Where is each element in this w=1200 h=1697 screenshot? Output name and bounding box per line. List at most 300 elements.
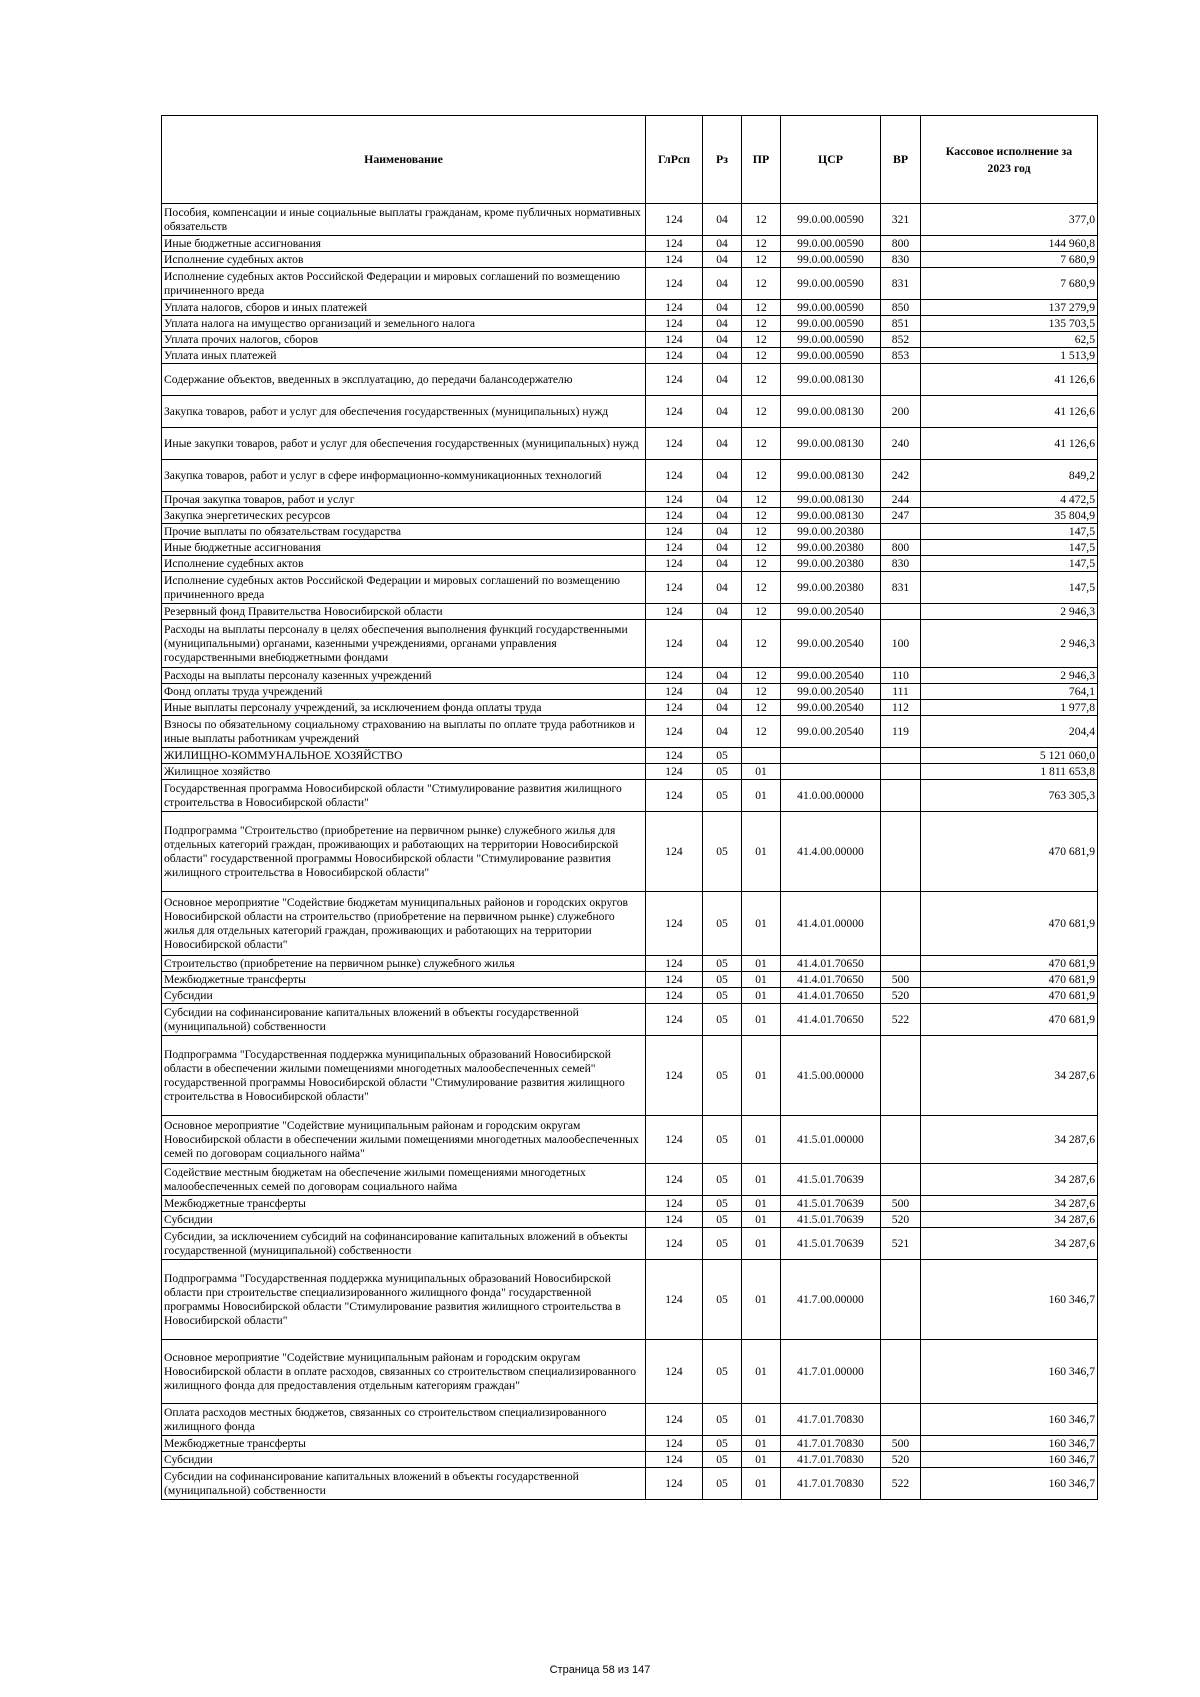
cell-pr: 12 [742,332,781,348]
table-row [162,1004,1098,1036]
cell-sum: 137 279,9 [921,300,1098,316]
cell-name: Прочая закупка товаров, работ и услуг [162,492,646,508]
cell-sum: 160 346,7 [921,1404,1098,1436]
cell-pr: 01 [742,1004,781,1036]
cell-sum: 147,5 [921,540,1098,556]
cell-vr: 242 [881,460,921,492]
cell-pr: 12 [742,620,781,668]
cell-vr: 522 [881,1468,921,1500]
cell-rz: 05 [703,1340,742,1404]
table-row [162,1340,1098,1404]
cell-vr: 850 [881,300,921,316]
cell-glrsp: 124 [646,716,703,748]
cell-pr: 12 [742,700,781,716]
cell-sum: 34 287,6 [921,1196,1098,1212]
cell-sum: 147,5 [921,524,1098,540]
cell-name: Иные бюджетные ассигнования [162,540,646,556]
cell-name: Субсидии, за исключением субсидий на софинансирование капитальных вложений в объекты государственной (муниципальной) собственности [162,1228,646,1260]
cell-pr: 01 [742,1036,781,1116]
cell-vr [881,1036,921,1116]
cell-glrsp: 124 [646,700,703,716]
cell-sum: 147,5 [921,572,1098,604]
cell-csr: 41.0.00.00000 [781,780,881,812]
table-row [162,572,1098,604]
cell-sum: 147,5 [921,556,1098,572]
cell-pr: 12 [742,316,781,332]
cell-glrsp: 124 [646,604,703,620]
cell-rz: 05 [703,1004,742,1036]
cell-vr: 831 [881,268,921,300]
header-vr: ВР [881,116,921,204]
cell-name: Расходы на выплаты персоналу в целях обеспечения выполнения функций государственными (муниципальными) органами, казенными учреждениями, органами управления государственными внебюджетными фондами [162,620,646,668]
cell-csr: 99.0.00.20380 [781,524,881,540]
table-row [162,204,1098,236]
cell-name: ЖИЛИЩНО-КОММУНАЛЬНОЕ ХОЗЯЙСТВО [162,748,646,764]
cell-sum: 7 680,9 [921,268,1098,300]
cell-glrsp: 124 [646,316,703,332]
cell-pr: 01 [742,988,781,1004]
cell-csr: 41.4.01.00000 [781,892,881,956]
cell-name: Закупка энергетических ресурсов [162,508,646,524]
cell-pr: 12 [742,540,781,556]
cell-vr: 520 [881,988,921,1004]
cell-pr: 12 [742,252,781,268]
table-row [162,396,1098,428]
cell-sum: 2 946,3 [921,604,1098,620]
cell-pr: 12 [742,428,781,460]
cell-sum: 470 681,9 [921,892,1098,956]
cell-sum: 160 346,7 [921,1260,1098,1340]
table-body [162,204,1098,1500]
cell-sum: 41 126,6 [921,428,1098,460]
cell-csr: 41.7.01.70830 [781,1404,881,1436]
cell-glrsp: 124 [646,1036,703,1116]
cell-rz: 04 [703,396,742,428]
cell-pr: 12 [742,684,781,700]
table-row [162,1164,1098,1196]
header-glrsp: ГлРсп [646,116,703,204]
cell-name: Уплата налога на имущество организаций и земельного налога [162,316,646,332]
cell-glrsp: 124 [646,556,703,572]
cell-vr: 830 [881,252,921,268]
cell-sum: 34 287,6 [921,1036,1098,1116]
cell-rz: 05 [703,812,742,892]
cell-rz: 05 [703,748,742,764]
cell-csr: 41.7.01.70830 [781,1436,881,1452]
cell-csr: 41.5.01.70639 [781,1164,881,1196]
header-name: Наименование [162,116,646,204]
cell-vr: 500 [881,1436,921,1452]
cell-glrsp: 124 [646,668,703,684]
cell-glrsp: 124 [646,1452,703,1468]
cell-rz: 04 [703,236,742,252]
cell-pr: 01 [742,1164,781,1196]
cell-vr: 830 [881,556,921,572]
cell-vr [881,748,921,764]
cell-vr: 853 [881,348,921,364]
cell-vr [881,780,921,812]
cell-name: Взносы по обязательному социальному страхованию на выплаты по оплате труда работников и иные выплаты работникам учреждений [162,716,646,748]
cell-rz: 05 [703,1164,742,1196]
cell-rz: 04 [703,460,742,492]
cell-sum: 470 681,9 [921,812,1098,892]
cell-rz: 05 [703,1468,742,1500]
cell-name: Пособия, компенсации и иные социальные выплаты гражданам, кроме публичных нормативных обязательств [162,204,646,236]
cell-vr: 520 [881,1212,921,1228]
table-row [162,348,1098,364]
table-row [162,1116,1098,1164]
cell-glrsp: 124 [646,684,703,700]
cell-glrsp: 124 [646,268,703,300]
table-row [162,1404,1098,1436]
table-row [162,780,1098,812]
cell-csr: 99.0.00.20380 [781,540,881,556]
cell-sum: 160 346,7 [921,1436,1098,1452]
table-row [162,364,1098,396]
cell-glrsp: 124 [646,1228,703,1260]
cell-glrsp: 124 [646,1164,703,1196]
cell-sum: 160 346,7 [921,1340,1098,1404]
cell-sum: 41 126,6 [921,364,1098,396]
cell-pr: 01 [742,1260,781,1340]
cell-name: Иные закупки товаров, работ и услуг для обеспечения государственных (муниципальных) нужд [162,428,646,460]
cell-glrsp: 124 [646,492,703,508]
cell-sum: 7 680,9 [921,252,1098,268]
cell-csr: 99.0.00.00590 [781,204,881,236]
cell-vr: 244 [881,492,921,508]
table-row [162,1452,1098,1468]
cell-pr [742,748,781,764]
cell-glrsp: 124 [646,300,703,316]
cell-name: Иные выплаты персоналу учреждений, за исключением фонда оплаты труда [162,700,646,716]
cell-glrsp: 124 [646,572,703,604]
cell-rz: 05 [703,764,742,780]
cell-glrsp: 124 [646,332,703,348]
cell-name: Субсидии на софинансирование капитальных вложений в объекты государственной (муниципальной) собственности [162,1004,646,1036]
cell-sum: 160 346,7 [921,1452,1098,1468]
cell-vr [881,1340,921,1404]
cell-sum: 470 681,9 [921,988,1098,1004]
table-row [162,700,1098,716]
cell-sum: 1 811 653,8 [921,764,1098,780]
cell-pr: 01 [742,1452,781,1468]
cell-glrsp: 124 [646,1212,703,1228]
cell-pr: 01 [742,1196,781,1212]
cell-vr: 800 [881,236,921,252]
cell-csr: 41.4.01.70650 [781,956,881,972]
cell-sum: 763 305,3 [921,780,1098,812]
cell-csr: 99.0.00.08130 [781,508,881,524]
cell-name: Субсидии [162,988,646,1004]
cell-name: Жилищное хозяйство [162,764,646,780]
cell-name: Субсидии [162,1452,646,1468]
table-row [162,300,1098,316]
cell-vr: 520 [881,1452,921,1468]
cell-vr [881,1260,921,1340]
cell-glrsp: 124 [646,1468,703,1500]
cell-name: Исполнение судебных актов Российской Федерации и мировых соглашений по возмещению причиненного вреда [162,268,646,300]
cell-csr: 41.4.01.70650 [781,972,881,988]
table-row [162,748,1098,764]
table-row [162,428,1098,460]
cell-glrsp: 124 [646,1404,703,1436]
cell-rz: 05 [703,1260,742,1340]
cell-name: Прочие выплаты по обязательствам государства [162,524,646,540]
cell-csr: 99.0.00.00590 [781,332,881,348]
cell-vr: 100 [881,620,921,668]
table-row [162,1228,1098,1260]
cell-name: Фонд оплаты труда учреждений [162,684,646,700]
cell-rz: 05 [703,1404,742,1436]
cell-rz: 04 [703,700,742,716]
cell-vr: 852 [881,332,921,348]
cell-sum: 160 346,7 [921,1468,1098,1500]
cell-vr: 800 [881,540,921,556]
cell-pr: 01 [742,1404,781,1436]
header-pr: ПР [742,116,781,204]
cell-pr: 01 [742,812,781,892]
cell-rz: 04 [703,364,742,396]
cell-rz: 04 [703,300,742,316]
cell-csr: 41.7.00.00000 [781,1260,881,1340]
cell-glrsp: 124 [646,1340,703,1404]
cell-csr: 99.0.00.00590 [781,252,881,268]
cell-glrsp: 124 [646,428,703,460]
cell-sum: 144 960,8 [921,236,1098,252]
table-row [162,268,1098,300]
cell-glrsp: 124 [646,988,703,1004]
cell-vr: 110 [881,668,921,684]
table-row [162,812,1098,892]
cell-name: Уплата прочих налогов, сборов [162,332,646,348]
cell-name: Закупка товаров, работ и услуг для обеспечения государственных (муниципальных) нужд [162,396,646,428]
cell-vr: 521 [881,1228,921,1260]
cell-pr: 12 [742,508,781,524]
cell-vr: 851 [881,316,921,332]
cell-csr: 41.5.00.00000 [781,1036,881,1116]
cell-name: Подпрограмма "Государственная поддержка муниципальных образований Новосибирской области при строительстве специализированного жилищного фонда" государственной программы Новосибирской области "Стимулирование развития жилищного строительства в Новосибирской области" [162,1260,646,1340]
cell-vr: 112 [881,700,921,716]
table-row [162,988,1098,1004]
cell-vr: 522 [881,1004,921,1036]
cell-csr: 41.5.01.70639 [781,1212,881,1228]
cell-rz: 04 [703,716,742,748]
cell-sum: 34 287,6 [921,1164,1098,1196]
cell-pr: 12 [742,716,781,748]
cell-sum: 377,0 [921,204,1098,236]
table-row [162,620,1098,668]
cell-csr [781,764,881,780]
cell-pr: 12 [742,604,781,620]
cell-rz: 04 [703,428,742,460]
cell-glrsp: 124 [646,764,703,780]
cell-glrsp: 124 [646,1116,703,1164]
cell-pr: 12 [742,492,781,508]
table-row [162,492,1098,508]
table-row [162,604,1098,620]
cell-glrsp: 124 [646,1260,703,1340]
header-sum: Кассовое исполнение за 2023 год [921,116,1098,204]
cell-name: Строительство (приобретение на первичном рынке) служебного жилья [162,956,646,972]
cell-rz: 05 [703,892,742,956]
cell-pr: 12 [742,204,781,236]
cell-vr [881,764,921,780]
cell-pr: 01 [742,1436,781,1452]
cell-glrsp: 124 [646,812,703,892]
cell-csr: 41.7.01.00000 [781,1340,881,1404]
cell-pr: 01 [742,972,781,988]
cell-vr [881,524,921,540]
cell-csr: 99.0.00.08130 [781,364,881,396]
cell-name: Основное мероприятие "Содействие бюджетам муниципальных районов и городских округов Новосибирской области на строительство (приобретение на первичном рынке) служебного жилья для отдельных категорий граждан, проживающих и работающих на территории Новосибирской области" [162,892,646,956]
table-row [162,1468,1098,1500]
table-row [162,460,1098,492]
cell-glrsp: 124 [646,508,703,524]
cell-vr: 500 [881,972,921,988]
header-rz: Рз [703,116,742,204]
cell-rz: 05 [703,1116,742,1164]
cell-csr: 99.0.00.20540 [781,668,881,684]
cell-rz: 05 [703,972,742,988]
cell-rz: 04 [703,556,742,572]
cell-csr: 41.5.01.00000 [781,1116,881,1164]
cell-rz: 04 [703,572,742,604]
cell-vr [881,1164,921,1196]
cell-rz: 04 [703,316,742,332]
cell-pr: 12 [742,668,781,684]
cell-glrsp: 124 [646,252,703,268]
cell-glrsp: 124 [646,540,703,556]
cell-rz: 05 [703,1196,742,1212]
cell-name: Закупка товаров, работ и услуг в сфере информационно-коммуникационных технологий [162,460,646,492]
cell-name: Иные бюджетные ассигнования [162,236,646,252]
cell-csr [781,748,881,764]
cell-rz: 05 [703,956,742,972]
cell-pr: 12 [742,556,781,572]
table-row [162,1036,1098,1116]
cell-name: Государственная программа Новосибирской области "Стимулирование развития жилищного строительства в Новосибирской области" [162,780,646,812]
cell-glrsp: 124 [646,396,703,428]
table-row [162,540,1098,556]
table-row [162,316,1098,332]
cell-rz: 04 [703,668,742,684]
cell-glrsp: 124 [646,892,703,956]
cell-pr: 12 [742,348,781,364]
cell-rz: 04 [703,508,742,524]
cell-rz: 05 [703,1436,742,1452]
cell-sum: 41 126,6 [921,396,1098,428]
cell-csr: 41.4.01.70650 [781,988,881,1004]
cell-name: Уплата иных платежей [162,348,646,364]
cell-csr: 99.0.00.00590 [781,236,881,252]
cell-sum: 764,1 [921,684,1098,700]
cell-pr: 12 [742,460,781,492]
cell-rz: 04 [703,604,742,620]
cell-sum: 5 121 060,0 [921,748,1098,764]
cell-vr: 111 [881,684,921,700]
cell-csr: 99.0.00.08130 [781,460,881,492]
cell-pr: 12 [742,524,781,540]
cell-csr: 99.0.00.08130 [781,492,881,508]
cell-sum: 34 287,6 [921,1228,1098,1260]
cell-csr: 99.0.00.20540 [781,716,881,748]
cell-sum: 34 287,6 [921,1212,1098,1228]
cell-csr: 99.0.00.20380 [781,572,881,604]
table-row [162,956,1098,972]
cell-vr [881,364,921,396]
table-row [162,236,1098,252]
table-header-row [162,116,1098,204]
cell-pr: 12 [742,572,781,604]
cell-sum: 470 681,9 [921,1004,1098,1036]
cell-name: Межбюджетные трансферты [162,1436,646,1452]
cell-csr: 99.0.00.20540 [781,604,881,620]
cell-sum: 34 287,6 [921,1116,1098,1164]
cell-name: Подпрограмма "Строительство (приобретение на первичном рынке) служебного жилья для отдельных категорий граждан, проживающих и работающих на территории Новосибирской области" государственной программы Новосибирской области "Стимулирование развития жилищного строительства в Новосибирской области" [162,812,646,892]
table-row [162,1436,1098,1452]
table-row [162,556,1098,572]
cell-name: Межбюджетные трансферты [162,1196,646,1212]
cell-glrsp: 124 [646,460,703,492]
cell-pr: 12 [742,300,781,316]
cell-vr: 831 [881,572,921,604]
cell-glrsp: 124 [646,364,703,396]
cell-pr: 12 [742,396,781,428]
cell-sum: 35 804,9 [921,508,1098,524]
cell-glrsp: 124 [646,956,703,972]
cell-name: Межбюджетные трансферты [162,972,646,988]
header-csr: ЦСР [781,116,881,204]
cell-csr: 99.0.00.20380 [781,556,881,572]
cell-sum: 2 946,3 [921,668,1098,684]
cell-name: Основное мероприятие "Содействие муниципальным районам и городским округам Новосибирской области в оплате расходов, связанных со строительством специализированного жилищного фонда для предоставления отдельным категориям граждан" [162,1340,646,1404]
cell-glrsp: 124 [646,204,703,236]
cell-csr: 41.7.01.70830 [781,1468,881,1500]
cell-glrsp: 124 [646,1004,703,1036]
cell-glrsp: 124 [646,748,703,764]
cell-sum: 62,5 [921,332,1098,348]
cell-name: Подпрограмма "Государственная поддержка муниципальных образований Новосибирской области в обеспечении жилыми помещениями многодетных малообеспеченных семей" государственной программы Новосибирской области "Стимулирование развития жилищного строительства в Новосибирской области" [162,1036,646,1116]
cell-rz: 04 [703,268,742,300]
cell-name: Расходы на выплаты персоналу казенных учреждений [162,668,646,684]
cell-rz: 05 [703,1212,742,1228]
cell-sum: 470 681,9 [921,956,1098,972]
cell-csr: 41.5.01.70639 [781,1228,881,1260]
cell-vr: 247 [881,508,921,524]
table-row [162,1196,1098,1212]
cell-glrsp: 124 [646,236,703,252]
cell-rz: 04 [703,524,742,540]
cell-sum: 849,2 [921,460,1098,492]
table-row [162,332,1098,348]
cell-rz: 04 [703,348,742,364]
cell-pr: 01 [742,780,781,812]
cell-name: Исполнение судебных актов [162,252,646,268]
cell-csr: 99.0.00.08130 [781,428,881,460]
table-row [162,684,1098,700]
cell-sum: 1 513,9 [921,348,1098,364]
cell-name: Исполнение судебных актов Российской Федерации и мировых соглашений по возмещению причиненного вреда [162,572,646,604]
cell-pr: 01 [742,1116,781,1164]
cell-rz: 04 [703,252,742,268]
cell-csr: 41.5.01.70639 [781,1196,881,1212]
cell-name: Резервный фонд Правительства Новосибирской области [162,604,646,620]
cell-name: Уплата налогов, сборов и иных платежей [162,300,646,316]
table-row [162,668,1098,684]
cell-name: Оплата расходов местных бюджетов, связанных со строительством специализированного жилищного фонда [162,1404,646,1436]
cell-csr: 99.0.00.00590 [781,316,881,332]
cell-pr: 12 [742,364,781,396]
